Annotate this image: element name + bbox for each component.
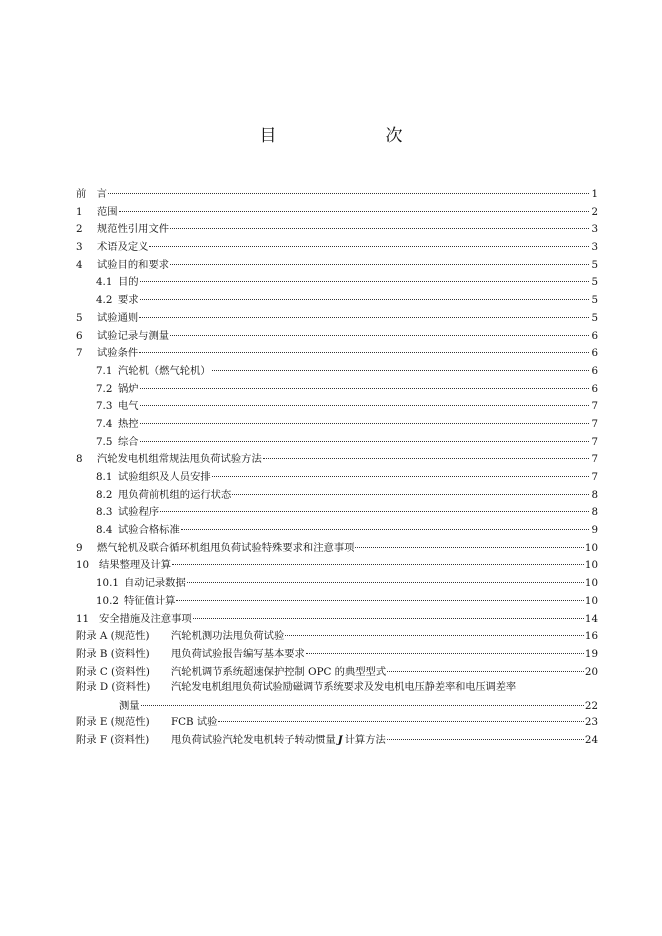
leader-dots: [218, 709, 583, 722]
leader-dots: [232, 482, 589, 495]
leader-dots: [170, 216, 589, 229]
toc-entry-title: 汽轮机调节系统超速保护控制 OPC 的典型型式: [171, 665, 387, 678]
toc-page-number: 9: [591, 524, 598, 537]
toc-entry-number: 5: [76, 311, 83, 324]
leader-dots: [140, 287, 589, 300]
toc-entry-number: 11: [76, 612, 90, 625]
leader-dots: [160, 499, 589, 512]
toc-row-appendix[interactable]: [76, 662, 598, 680]
toc-entry-title: 汽轮机（燃气轮机）: [118, 364, 211, 377]
toc-entry-title: 要求: [118, 294, 139, 307]
toc-page-number: 24: [584, 734, 598, 747]
toc-entry-number: 8: [76, 453, 83, 466]
toc-entry-title: 自动记录数据: [124, 577, 186, 590]
toc-entry-title: 综合: [118, 435, 139, 448]
toc-entry-title: 电气: [118, 400, 139, 413]
toc-page-number: 3: [591, 223, 598, 236]
toc-page-number: 6: [591, 347, 598, 360]
toc-page-number: 2: [591, 205, 598, 218]
leader-dots: [176, 588, 583, 601]
toc-page-number: 23: [584, 716, 598, 729]
toc-page-number: 10: [584, 594, 598, 607]
toc-entry-title: 汽轮发电机组甩负荷试验励磁调节系统要求及发电机电压静差率和电压调差率: [171, 681, 516, 694]
leader-dots: [387, 659, 584, 672]
toc-page-number: 1: [591, 188, 598, 200]
toc-page-number: 7: [591, 435, 598, 448]
toc-entry-title: 试验记录与测量: [97, 329, 170, 342]
toc-page-number: 10: [584, 559, 598, 572]
toc-page-number: 5: [591, 258, 598, 271]
toc-page-number: 7: [591, 453, 598, 466]
toc-entry-number: 10.2: [96, 594, 119, 607]
toc-entry-title: 试验通则: [97, 311, 139, 324]
appendix-label: 附录 E (规范性): [76, 716, 150, 729]
toc-page-number: 20: [584, 665, 598, 678]
page-title: 目 次: [259, 126, 449, 146]
toc-entry-number: 10: [76, 559, 90, 572]
leader-dots: [141, 693, 584, 706]
toc-page-number: 8: [591, 506, 598, 519]
leader-dots: [140, 393, 589, 406]
toc-entry-title: 规范性引用文件: [97, 223, 170, 236]
leader-dots: [387, 727, 584, 740]
toc-page-number: 3: [591, 241, 598, 254]
leader-dots: [212, 464, 589, 477]
toc-entry-title: 特征值计算: [124, 594, 176, 607]
symbol-j: J: [337, 734, 343, 747]
toc-entry-number: 2: [76, 223, 83, 236]
toc-entry-title: 试验目的和要求: [97, 258, 170, 271]
leader-dots: [139, 340, 589, 353]
leader-dots: [355, 535, 583, 548]
leader-dots: [306, 641, 584, 654]
toc-page-number: 7: [591, 417, 598, 430]
leader-dots: [187, 570, 584, 583]
toc-page-number: 14: [584, 612, 598, 625]
leader-dots: [149, 234, 589, 247]
toc-entry-title: FCB 试验: [171, 716, 218, 729]
toc-entry-number: 7.4: [96, 417, 113, 430]
toc-entry-number: 7.2: [96, 382, 113, 395]
leader-dots: [212, 358, 589, 371]
toc-entry-number: 1: [76, 205, 83, 218]
toc-entry-number: 4: [76, 258, 83, 271]
leader-dots: [140, 429, 589, 442]
toc-entry-number: 6: [76, 329, 83, 342]
toc-entry-title: 安全措施及注意事项: [99, 612, 192, 625]
toc-entry-number: 7: [76, 347, 83, 360]
toc-entry-title: 锅炉: [118, 382, 139, 395]
appendix-label: 附录 F (资料性): [76, 734, 150, 747]
toc-entry-title-tail: 计算方法: [344, 734, 386, 747]
toc-entry-title: 甩负荷试验报告编写基本要求: [171, 647, 305, 660]
toc-entry-title: 范围: [97, 205, 118, 218]
toc-entry-number: 8.4: [96, 524, 113, 537]
toc-page-number: 5: [591, 276, 598, 289]
toc-entry-title: 结果整理及计算: [99, 559, 172, 572]
toc-entry-title: 燃气轮机及联合循环机组甩负荷试验特殊要求和注意事项: [97, 541, 355, 554]
toc-page-number: 6: [591, 364, 598, 377]
toc-page-number: 5: [591, 294, 598, 307]
toc-entry-title: 甩负荷试验汽轮发电机转子转动惯量: [171, 734, 336, 747]
toc-page-number: 19: [584, 647, 598, 660]
toc-page-number: 7: [591, 400, 598, 413]
leader-dots: [172, 552, 584, 565]
appendix-label: 附录 D (资料性): [76, 681, 151, 694]
toc-page-number: 6: [591, 329, 598, 342]
leader-dots: [170, 323, 589, 336]
toc-entry-number: 7.3: [96, 400, 113, 413]
leader-dots: [140, 376, 589, 389]
toc-entry-title-continued: 测量: [119, 699, 140, 712]
toc-page-number: 8: [591, 488, 598, 501]
toc-entry-number: 8.3: [96, 506, 113, 519]
toc-entry-number: 4.2: [96, 294, 113, 307]
leader-dots: [263, 446, 589, 459]
toc-entry-title: 术语及定义: [97, 241, 149, 254]
toc-page-number: 22: [584, 699, 598, 712]
leader-dots: [181, 517, 589, 530]
toc-entry-title: 试验组织及人员安排: [118, 471, 211, 483]
toc-entry-number: 9: [76, 541, 83, 554]
toc-entry-number: 7.5: [96, 435, 113, 448]
appendix-label: 附录 C (资料性): [76, 665, 150, 678]
toc-entry-title: 试验程序: [118, 506, 160, 519]
toc-entry-title: 试验合格标准: [118, 524, 180, 537]
toc-page-number: 16: [584, 630, 598, 643]
leader-dots: [193, 606, 584, 619]
leader-dots: [170, 252, 589, 265]
toc-entry-title: 汽轮发电机组常规法甩负荷试验方法: [97, 453, 262, 466]
toc-entry-number: 4.1: [96, 276, 113, 289]
leader-dots: [140, 269, 589, 282]
toc-entry-title: 甩负荷前机组的运行状态: [118, 488, 232, 501]
toc-entry-title: 汽轮机测功法甩负荷试验: [171, 630, 285, 643]
toc-entry-title: 目的: [118, 276, 139, 289]
leader-dots: [119, 199, 589, 212]
leader-dots: [139, 305, 589, 318]
leader-dots: [285, 623, 584, 636]
toc-entry-title: 试验条件: [97, 347, 139, 360]
toc-page-number: 6: [591, 382, 598, 395]
toc-entry-title: 热控: [118, 417, 139, 430]
leader-dots: [108, 181, 589, 194]
appendix-label: 附录 A (规范性): [76, 630, 150, 643]
toc-entry-number: 7.1: [96, 364, 113, 377]
toc-page-number: 7: [591, 471, 598, 483]
toc-page-number: 10: [584, 541, 598, 554]
toc-page-number: 5: [591, 311, 598, 324]
toc-entry-number: 8.1: [96, 471, 113, 483]
table-of-contents: [76, 184, 598, 748]
toc-entry-number: 10.1: [96, 577, 119, 590]
toc-page-number: 10: [584, 577, 598, 590]
toc-row-appendix[interactable]: [76, 730, 598, 748]
appendix-label: 附录 B (资料性): [76, 647, 150, 660]
toc-entry-number: 3: [76, 241, 83, 254]
toc-entry-title: 前 言: [76, 188, 107, 200]
toc-entry-number: 8.2: [96, 488, 113, 501]
leader-dots: [140, 411, 589, 424]
